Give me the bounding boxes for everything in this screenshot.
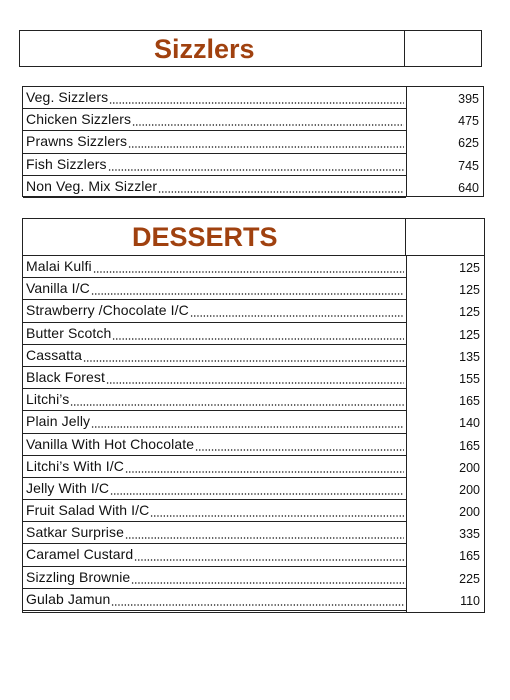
menu-item-name: Cassatta [26, 346, 83, 363]
menu-item-name: Gulab Jamun [26, 590, 111, 607]
menu-item-name: Veg. Sizzlers [26, 89, 109, 105]
sizzlers-title: Sizzlers [154, 34, 255, 64]
sizzlers-header [19, 30, 482, 67]
menu-item-price: 155 [459, 371, 480, 386]
leader-dots [131, 582, 404, 584]
leader-dots [91, 426, 404, 428]
menu-item-name: Strawberry /Chocolate I/C [26, 302, 189, 319]
leader-dots [93, 271, 404, 273]
menu-item-price: 125 [459, 305, 480, 320]
menu-item-row [23, 367, 484, 389]
menu-item-price: 140 [459, 416, 480, 431]
menu-item-name: Sizzling Brownie [26, 568, 131, 585]
menu-item-name: Fish Sizzlers [26, 155, 107, 172]
menu-item-row [23, 411, 484, 433]
menu-item-name: Jelly With I/C [26, 479, 110, 496]
menu-item-row [23, 300, 484, 322]
menu-item-name: Vanilla I/C [26, 280, 90, 297]
menu-item-price: 745 [458, 158, 479, 173]
menu-item-price: 225 [459, 571, 480, 586]
leader-dots [106, 382, 404, 384]
menu-item-price: 625 [458, 136, 479, 151]
menu-item-row [23, 478, 484, 500]
menu-item-row [23, 567, 484, 589]
menu-item-row [23, 522, 484, 544]
menu-item-price: 200 [459, 505, 480, 520]
leader-dots [128, 146, 404, 148]
menu-item-name: Caramel Custard [26, 546, 134, 563]
menu-item-row [23, 323, 484, 345]
leader-dots [158, 191, 404, 193]
menu-item-row [23, 256, 484, 278]
sizzlers-list [22, 86, 484, 197]
row-underline [23, 610, 406, 611]
menu-item-name: Chicken Sizzlers [26, 111, 132, 128]
leader-dots [150, 515, 404, 517]
menu-item-price: 165 [459, 438, 480, 453]
leader-dots [112, 338, 404, 340]
menu-item-row [23, 278, 484, 300]
menu-item-name: Plain Jelly [26, 413, 91, 430]
menu-item-price: 165 [459, 549, 480, 564]
menu-item-row [23, 589, 484, 611]
menu-item-name: Butter Scotch [26, 324, 112, 341]
menu-item-name: Non Veg. Mix Sizzler [26, 177, 158, 194]
desserts-list [22, 256, 485, 613]
leader-dots [111, 604, 404, 606]
menu-item-row [23, 456, 484, 478]
menu-item-price: 335 [459, 527, 480, 542]
menu-item-row [23, 389, 484, 411]
row-underline [23, 197, 406, 198]
menu-item-price: 165 [459, 394, 480, 409]
menu-item-name: Litchi’s With I/C [26, 457, 124, 474]
menu-item-row [23, 434, 484, 456]
menu-item-price: 125 [459, 283, 480, 298]
leader-dots [110, 493, 404, 495]
menu-item-price: 475 [458, 114, 479, 129]
leader-dots [70, 404, 404, 406]
menu-item-row [23, 544, 484, 566]
menu-item-price: 125 [459, 327, 480, 342]
leader-dots [134, 559, 404, 561]
menu-item-name: Black Forest [26, 368, 105, 385]
menu-item-name: Malai Kulfi [26, 258, 92, 274]
leader-dots [125, 471, 404, 473]
menu-item-price: 395 [458, 92, 479, 106]
leader-dots [91, 293, 404, 295]
menu-item-price: 125 [459, 261, 480, 275]
menu-item-price: 110 [460, 593, 480, 608]
menu-item-row [23, 154, 483, 176]
menu-item-price: 200 [459, 460, 480, 475]
menu-item-row [23, 87, 483, 109]
leader-dots [108, 169, 404, 171]
menu-item-row [23, 345, 484, 367]
menu-item-name: Prawns Sizzlers [26, 133, 128, 150]
menu-item-name: Fruit Salad With I/C [26, 502, 150, 519]
leader-dots [132, 124, 404, 126]
menu-item-name: Satkar Surprise [26, 524, 124, 541]
menu-item-name: Litchi’s [26, 391, 70, 408]
menu-item-name: Vanilla With Hot Chocolate [26, 435, 195, 452]
leader-dots [83, 360, 404, 362]
desserts-title: DESSERTS [132, 222, 278, 252]
leader-dots [109, 102, 404, 104]
menu-item-row [23, 500, 484, 522]
leader-dots [125, 537, 404, 539]
menu-item-price: 640 [458, 180, 479, 195]
leader-dots [195, 449, 404, 451]
leader-dots [190, 315, 404, 317]
desserts-header [22, 218, 485, 256]
menu-item-row [23, 176, 483, 198]
menu-item-row [23, 109, 483, 131]
menu-item-row [23, 131, 483, 153]
menu-item-price: 200 [459, 482, 480, 497]
menu-item-price: 135 [459, 349, 480, 364]
